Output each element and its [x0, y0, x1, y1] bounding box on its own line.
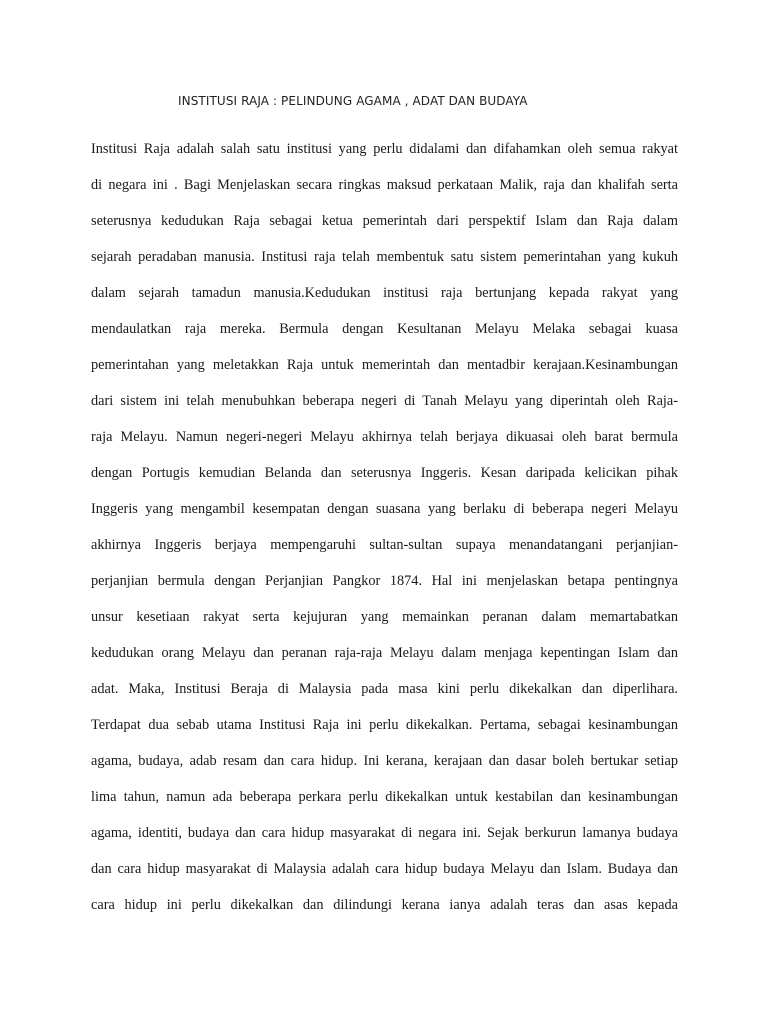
document-body	[91, 139, 678, 931]
body-line: adat. Maka, Institusi Beraja di Malaysia pada masa kini perlu dikekalkan dan diperlihara.	[91, 681, 678, 697]
body-line: pemerintahan yang meletakkan Raja untuk memerintah dan mentadbir kerajaan.Kesinambungan	[91, 357, 678, 373]
body-line: sejarah peradaban manusia. Institusi raja telah membentuk satu sistem pemerintahan yang kukuh	[91, 249, 678, 265]
body-line: akhirnya Inggeris berjaya mempengaruhi sultan-sultan supaya menandatangani perjanjian-	[91, 537, 678, 553]
body-line: unsur kesetiaan rakyat serta kejujuran yang memainkan peranan dalam memartabatkan	[91, 609, 678, 625]
body-line: dengan Portugis kemudian Belanda dan seterusnya Inggeris. Kesan daripada kelicikan pihak	[91, 465, 678, 481]
body-line: dan cara hidup masyarakat di Malaysia adalah cara hidup budaya Melayu dan Islam. Budaya dan	[91, 861, 678, 877]
body-line: raja Melayu. Namun negeri-negeri Melayu akhirnya telah berjaya dikuasai oleh barat bermula	[91, 429, 678, 445]
body-line: Institusi Raja adalah salah satu institusi yang perlu didalami dan difahamkan oleh semua rakyat	[91, 141, 678, 157]
body-line: Inggeris yang mengambil kesempatan dengan suasana yang berlaku di beberapa negeri Melayu	[91, 501, 678, 517]
body-line: kedudukan orang Melayu dan peranan raja-raja Melayu dalam menjaga kepentingan Islam dan	[91, 645, 678, 661]
body-line: lima tahun, namun ada beberapa perkara perlu dikekalkan untuk kestabilan dan kesinambungan	[91, 789, 678, 805]
body-line: Terdapat dua sebab utama Institusi Raja ini perlu dikekalkan. Pertama, sebagai kesinambungan	[91, 717, 678, 733]
body-line: mendaulatkan raja mereka. Bermula dengan Kesultanan Melayu Melaka sebagai kuasa	[91, 321, 678, 337]
body-line: di negara ini . Bagi Menjelaskan secara ringkas maksud perkataan Malik, raja dan khalifah serta	[91, 177, 678, 193]
body-line: agama, identiti, budaya dan cara hidup masyarakat di negara ini. Sejak berkurun lamanya budaya	[91, 825, 678, 841]
body-line: dari sistem ini telah menubuhkan beberapa negeri di Tanah Melayu yang diperintah oleh Raja-	[91, 393, 678, 409]
body-line: agama, budaya, adab resam dan cara hidup. Ini kerana, kerajaan dan dasar boleh bertukar setiap	[91, 753, 678, 769]
document-title: INSTITUSI RAJA : PELINDUNG AGAMA , ADAT DAN BUDAYA	[178, 94, 528, 108]
body-line: dalam sejarah tamadun manusia.Kedudukan institusi raja bertunjang kepada rakyat yang	[91, 285, 678, 301]
body-line: cara hidup ini perlu dikekalkan dan dilindungi kerana ianya adalah teras dan asas kepada	[91, 897, 678, 913]
body-line: perjanjian bermula dengan Perjanjian Pangkor 1874. Hal ini menjelaskan betapa pentingnya	[91, 573, 678, 589]
body-line: seterusnya kedudukan Raja sebagai ketua pemerintah dari perspektif Islam dan Raja dalam	[91, 213, 678, 229]
